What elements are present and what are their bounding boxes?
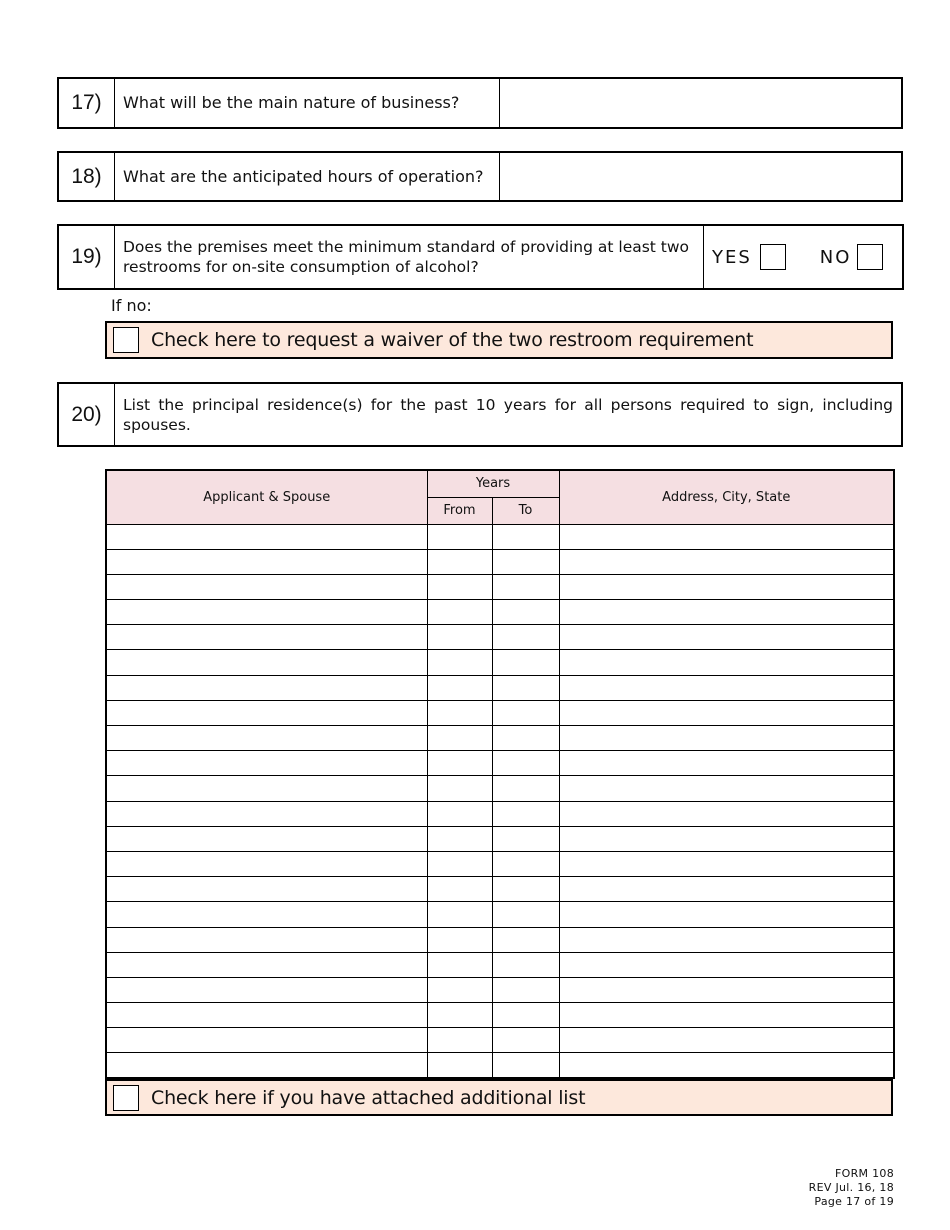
applicant-header: Applicant & Spouse [106,470,427,524]
address-cell[interactable] [559,1003,894,1028]
applicant-cell[interactable] [106,574,427,599]
table-row [106,625,894,650]
residence-table [105,469,895,1079]
table-row [106,600,894,625]
from-year-cell[interactable] [427,1028,492,1053]
applicant-cell[interactable] [106,650,427,675]
address-cell[interactable] [559,549,894,574]
to-header: To [492,497,559,524]
to-year-cell[interactable] [492,776,559,801]
from-year-cell[interactable] [427,524,492,549]
form-number: FORM 108 [834,1167,894,1180]
question-number: 19) [59,226,115,288]
from-year-cell[interactable] [427,1003,492,1028]
residence-rows [106,524,894,1078]
from-year-cell[interactable] [427,751,492,776]
question-text: What are the anticipated hours of operation? [123,166,484,186]
address-cell[interactable] [559,977,894,1002]
table-row [106,826,894,851]
applicant-cell[interactable] [106,1028,427,1053]
table-row [106,977,894,1002]
from-year-cell[interactable] [427,625,492,650]
from-year-cell[interactable] [427,877,492,902]
table-row [106,952,894,977]
from-year-cell[interactable] [427,902,492,927]
from-year-cell[interactable] [427,952,492,977]
table-row [106,751,894,776]
address-cell[interactable] [559,776,894,801]
question-number: 17) [59,79,115,127]
from-year-cell[interactable] [427,851,492,876]
applicant-cell[interactable] [106,549,427,574]
applicant-cell[interactable] [106,902,427,927]
table-row [106,1053,894,1078]
if-no-label: If no: [111,296,152,315]
address-cell[interactable] [559,751,894,776]
applicant-cell[interactable] [106,877,427,902]
address-cell[interactable] [559,927,894,952]
table-row [106,549,894,574]
table-row [106,726,894,751]
question-20 [57,382,903,447]
waiver-checkbox[interactable] [113,327,139,353]
table-row [106,927,894,952]
to-year-cell[interactable] [492,801,559,826]
from-year-cell[interactable] [427,927,492,952]
to-year-cell[interactable] [492,574,559,599]
from-year-cell[interactable] [427,574,492,599]
yes-label: YES [712,246,752,268]
address-cell[interactable] [559,574,894,599]
address-cell[interactable] [559,1053,894,1078]
attached-list-checkbox[interactable] [113,1085,139,1111]
yes-no-group [703,226,902,288]
question-number: 20) [59,384,115,445]
table-row [106,1003,894,1028]
address-header: Address, City, State [559,470,894,524]
address-cell[interactable] [559,675,894,700]
address-cell[interactable] [559,650,894,675]
table-row [106,650,894,675]
from-year-cell[interactable] [427,675,492,700]
to-year-cell[interactable] [492,700,559,725]
applicant-cell[interactable] [106,952,427,977]
from-year-cell[interactable] [427,826,492,851]
question-text: List the principal residence(s) for the past 10 years for all persons required to sign, including spouses. [123,395,893,434]
hours-of-operation-field[interactable] [499,153,901,200]
address-cell[interactable] [559,801,894,826]
applicant-cell[interactable] [106,1053,427,1078]
applicant-cell[interactable] [106,1003,427,1028]
from-year-cell[interactable] [427,776,492,801]
applicant-cell[interactable] [106,851,427,876]
to-year-cell[interactable] [492,625,559,650]
applicant-cell[interactable] [106,801,427,826]
question-text: Does the premises meet the minimum standard of providing at least two restrooms for on-site consumption of alcohol? [123,238,690,276]
table-row [106,1028,894,1053]
to-year-cell[interactable] [492,1003,559,1028]
address-cell[interactable] [559,877,894,902]
to-year-cell[interactable] [492,927,559,952]
question-19 [57,224,904,290]
to-year-cell[interactable] [492,675,559,700]
to-year-cell[interactable] [492,600,559,625]
to-year-cell[interactable] [492,977,559,1002]
from-year-cell[interactable] [427,726,492,751]
from-year-cell[interactable] [427,1053,492,1078]
address-cell[interactable] [559,524,894,549]
to-year-cell[interactable] [492,650,559,675]
address-cell[interactable] [559,902,894,927]
question-number: 18) [59,153,115,200]
table-row [106,902,894,927]
from-year-cell[interactable] [427,600,492,625]
to-year-cell[interactable] [492,1053,559,1078]
waiver-row [105,321,893,359]
address-cell[interactable] [559,826,894,851]
table-row [106,700,894,725]
to-year-cell[interactable] [492,726,559,751]
table-row [106,524,894,549]
applicant-cell[interactable] [106,751,427,776]
applicant-cell[interactable] [106,977,427,1002]
question-17 [57,77,903,129]
attached-list-label: Check here if you have attached additional list [151,1086,586,1109]
address-cell[interactable] [559,625,894,650]
form-revision: REV Jul. 16, 18 [808,1181,894,1194]
form-footer [809,1167,894,1209]
no-label: NO [819,246,852,268]
applicant-cell[interactable] [106,600,427,625]
table-row [106,851,894,876]
to-year-cell[interactable] [492,851,559,876]
attached-list-row [105,1079,893,1116]
table-row [106,801,894,826]
address-cell[interactable] [559,1028,894,1053]
address-cell[interactable] [559,600,894,625]
to-year-cell[interactable] [492,877,559,902]
question-text: What will be the main nature of business? [123,93,460,112]
page-number: Page 17 of 19 [814,1195,894,1208]
table-row [106,877,894,902]
applicant-cell[interactable] [106,726,427,751]
applicant-cell[interactable] [106,927,427,952]
to-year-cell[interactable] [492,826,559,851]
address-cell[interactable] [559,700,894,725]
table-row [106,776,894,801]
applicant-cell[interactable] [106,524,427,549]
waiver-label: Check here to request a waiver of the two restroom requirement [151,329,754,351]
from-year-cell[interactable] [427,549,492,574]
to-year-cell[interactable] [492,524,559,549]
yes-checkbox[interactable] [760,244,786,270]
from-year-cell[interactable] [427,801,492,826]
from-year-cell[interactable] [427,650,492,675]
applicant-cell[interactable] [106,625,427,650]
address-cell[interactable] [559,952,894,977]
address-cell[interactable] [559,726,894,751]
nature-of-business-field[interactable] [499,79,901,127]
from-year-cell[interactable] [427,977,492,1002]
question-18 [57,151,903,202]
applicant-cell[interactable] [106,700,427,725]
to-year-cell[interactable] [492,751,559,776]
applicant-cell[interactable] [106,826,427,851]
applicant-cell[interactable] [106,776,427,801]
to-year-cell[interactable] [492,902,559,927]
no-checkbox[interactable] [857,244,883,270]
to-year-cell[interactable] [492,549,559,574]
applicant-cell[interactable] [106,675,427,700]
from-header: From [427,497,492,524]
to-year-cell[interactable] [492,952,559,977]
table-row [106,675,894,700]
address-cell[interactable] [559,851,894,876]
table-row [106,574,894,599]
from-year-cell[interactable] [427,700,492,725]
to-year-cell[interactable] [492,1028,559,1053]
years-header: Years [427,470,559,497]
